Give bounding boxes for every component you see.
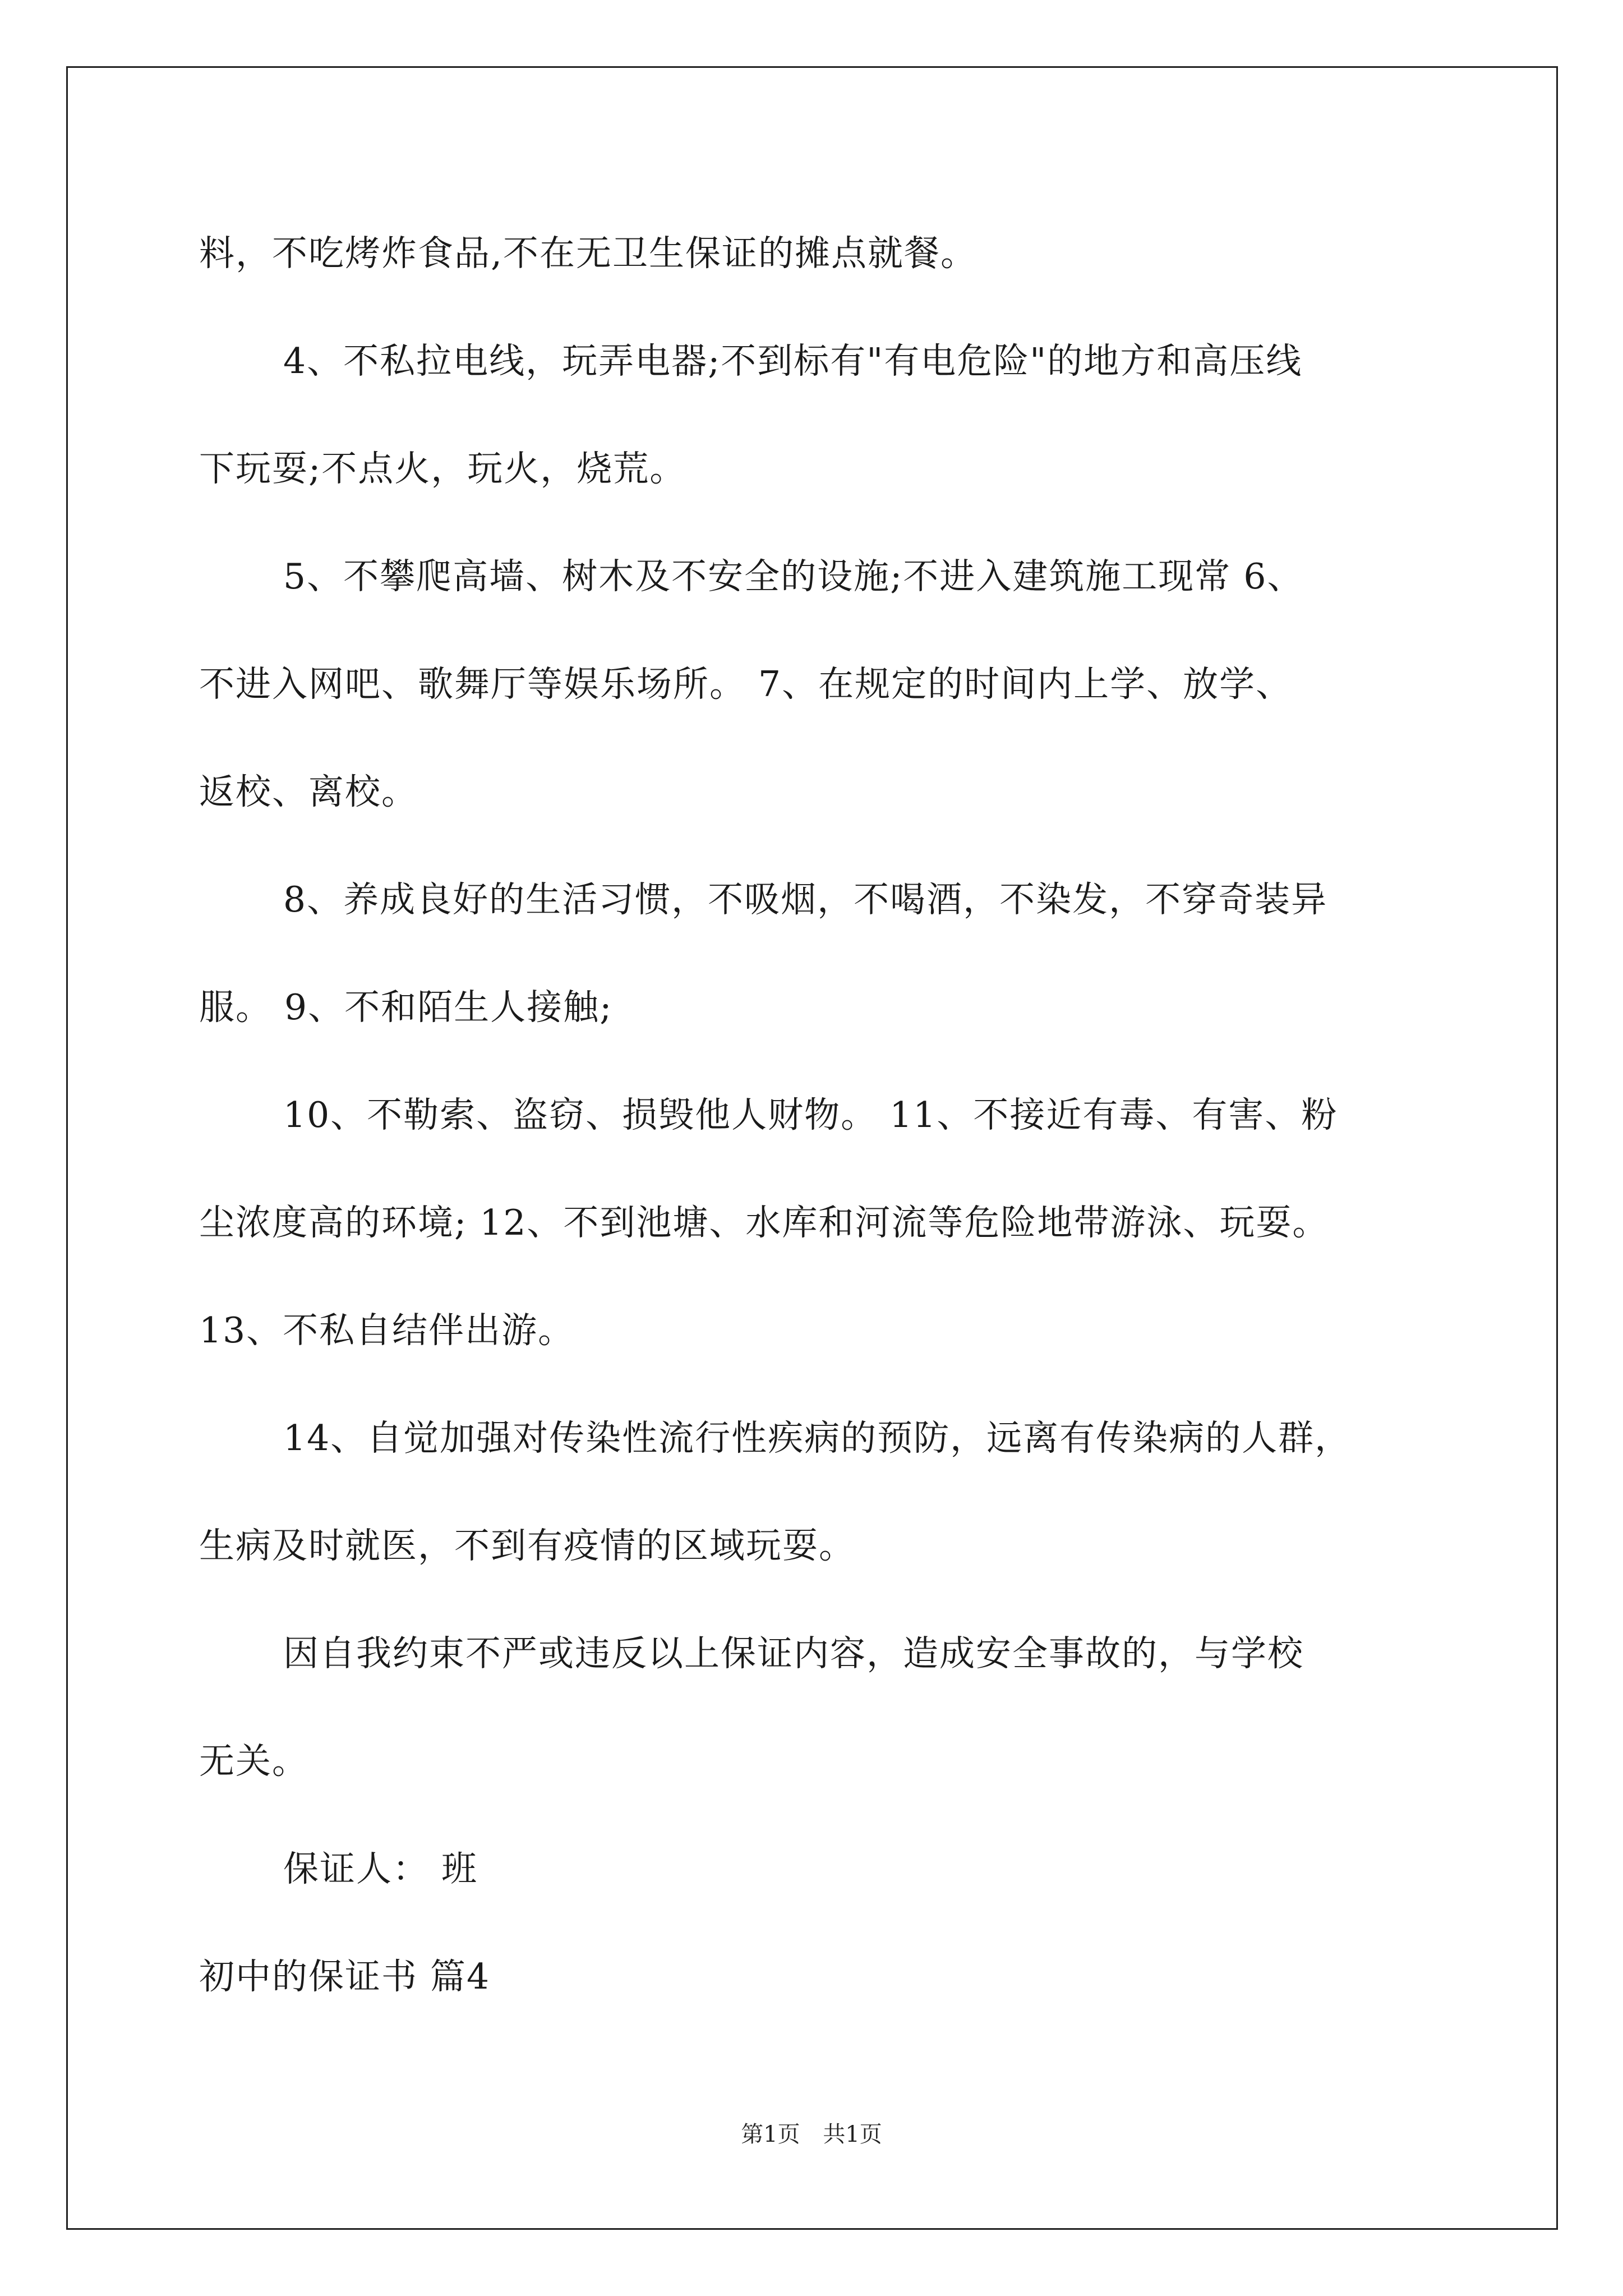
page-number-total: 共1页 <box>823 2122 882 2147</box>
text-line: 服。 9、不和陌生人接触; <box>199 987 613 1028</box>
text-line: 10、不勒索、盗窃、损毁他人财物。 11、不接近有毒、有害、粉 <box>283 1094 1338 1135</box>
text-line: 尘浓度高的环境; 12、不到池塘、水库和河流等危险地带游泳、玩耍。 <box>199 1202 1329 1243</box>
text-line: 8、养成良好的生活习惯，不吸烟，不喝酒，不染发，不穿奇装异 <box>283 879 1328 920</box>
text-line: 无关。 <box>199 1741 308 1782</box>
page-number-current: 第1页 <box>741 2122 800 2147</box>
page-border <box>66 66 1558 2230</box>
text-line: 13、不私自结伴出游。 <box>199 1310 575 1351</box>
text-line: 不进入网吧、歌舞厅等娱乐场所。 7、在规定的时间内上学、放学、 <box>199 664 1293 705</box>
text-line: 下玩耍;不点火，玩火，烧荒。 <box>199 448 686 489</box>
text-line: 因自我约束不严或违反以上保证内容，造成安全事故的，与学校 <box>283 1633 1304 1674</box>
signature-line: 保证人： 班 <box>283 1848 478 1889</box>
text-line: 料，不吃烤炸食品,不在无卫生保证的摊点就餐。 <box>199 233 978 274</box>
text-line: 14、自觉加强对传染性流行性疾病的预防，远离有传染病的人群， <box>283 1418 1352 1458</box>
text-line: 4、不私拉电线，玩弄电器;不到标有"有电危险"的地方和高压线 <box>283 341 1303 381</box>
text-line: 生病及时就医，不到有疫情的区域玩耍。 <box>199 1525 855 1566</box>
page-footer <box>0 2120 1623 2148</box>
section-heading: 初中的保证书 篇4 <box>199 1956 491 1997</box>
text-line: 5、不攀爬高墙、树木及不安全的设施;不进入建筑施工现常 6、 <box>283 556 1304 597</box>
text-line: 返校、离校。 <box>199 771 418 812</box>
